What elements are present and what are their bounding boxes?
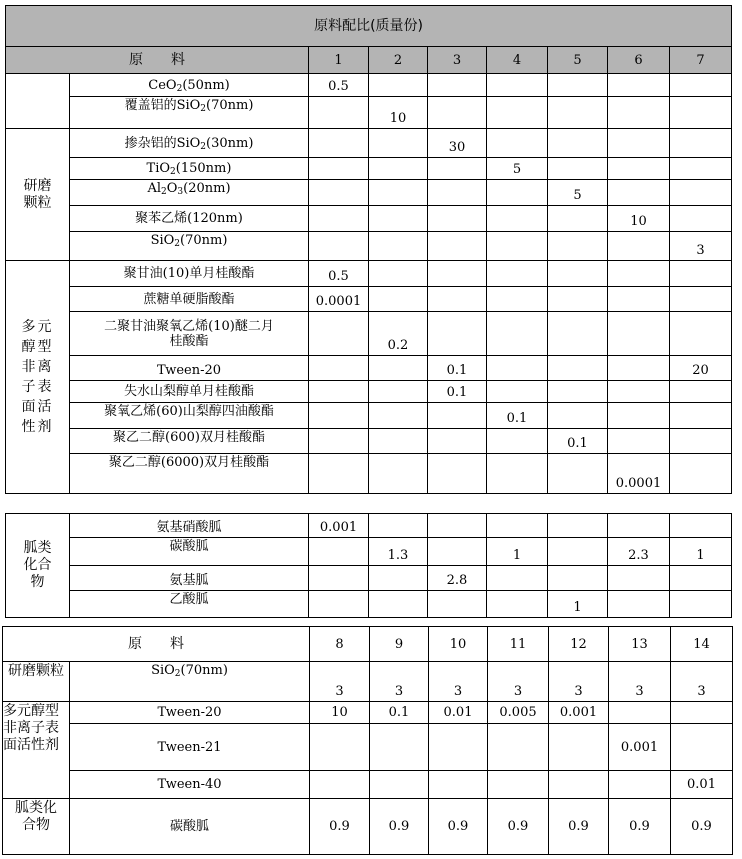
value-cell [670,129,732,158]
value-cell [487,287,548,312]
value-cell [309,454,369,494]
material-header: 原 料 [3,627,310,662]
value-cell [309,429,369,454]
value-cell: 0.9 [549,799,609,855]
value-cell [487,97,548,129]
table-row [6,158,732,180]
col-header: 5 [548,47,608,74]
material-name: $Al_2O_3(20nm)$ [70,180,309,206]
value-cell [369,454,428,494]
value-cell [487,261,548,287]
value-cell [369,566,428,591]
value-cell [369,232,428,261]
value-cell [428,514,487,538]
value-cell: 2.8 [428,566,487,591]
col-header: 7 [670,47,732,74]
value-cell [369,74,428,97]
category-surfactant: 多元醇型非离子表面活性剂 [3,702,70,799]
material-name: SiO$_2$(70nm) [70,662,310,702]
value-cell: 0.2 [369,312,428,356]
value-cell: 0.9 [671,799,733,855]
value-cell [548,129,608,158]
value-cell [428,312,487,356]
value-cell: 0.01 [671,771,733,799]
value-cell [370,771,429,799]
value-cell [369,429,428,454]
category-guanidine: 胍类化合物 [6,514,70,618]
table-row [3,702,733,724]
value-cell: 5 [548,180,608,206]
value-cell [428,74,487,97]
col-header: 13 [609,627,671,662]
col-header: 3 [428,47,487,74]
value-cell: 0.1 [548,429,608,454]
formulation-table-1-guanidine [5,513,732,618]
value-cell [309,180,369,206]
material-name: Tween-20 [70,356,309,381]
value-cell [428,97,487,129]
value-cell: 1.3 [369,538,428,566]
material-name: 聚氧乙烯(60)山梨醇四油酸酯 [70,403,309,429]
value-cell: 0.0001 [608,454,670,494]
col-header: 2 [369,47,428,74]
value-cell: 0.001 [549,702,609,724]
value-cell: 3 [310,662,370,702]
value-cell [670,206,732,232]
value-cell [548,566,608,591]
material-name: 蔗糖单硬脂酸酯 [70,287,309,312]
value-cell [487,129,548,158]
value-cell: 0.1 [428,381,487,403]
value-cell [369,403,428,429]
value-cell: 1 [487,538,548,566]
material-name: 聚甘油(10)单月桂酸酯 [70,261,309,287]
value-cell: 0.5 [309,74,369,97]
value-cell [548,287,608,312]
value-cell [608,312,670,356]
value-cell [309,206,369,232]
value-cell [608,591,670,618]
value-cell [670,287,732,312]
value-cell [670,454,732,494]
table-row [6,97,732,129]
value-cell [548,158,608,180]
value-cell [369,356,428,381]
value-cell [670,180,732,206]
value-cell [309,538,369,566]
value-cell [670,74,732,97]
table-row [6,454,732,494]
table-row [6,74,732,97]
value-cell [369,514,428,538]
category-cell-blank [6,74,70,129]
value-cell [428,454,487,494]
header-row [3,627,733,662]
value-cell: 0.9 [488,799,549,855]
value-cell [309,381,369,403]
value-cell [670,514,732,538]
value-cell [670,381,732,403]
value-cell [670,566,732,591]
value-cell [428,403,487,429]
value-cell: 1 [670,538,732,566]
value-cell [309,97,369,129]
value-cell [428,429,487,454]
value-cell [488,771,549,799]
value-cell [428,591,487,618]
formulation-table-2 [2,626,733,855]
value-cell [428,261,487,287]
col-header: 11 [488,627,549,662]
table-row [6,312,732,356]
table-row [3,799,733,855]
value-cell: 0.9 [429,799,488,855]
value-cell [487,312,548,356]
value-cell [309,591,369,618]
value-cell [309,403,369,429]
value-cell [608,97,670,129]
value-cell: 10 [310,702,370,724]
value-cell [428,538,487,566]
col-header: 14 [671,627,733,662]
value-cell [548,232,608,261]
value-cell: 0.1 [428,356,487,381]
value-cell [369,129,428,158]
value-cell [487,566,548,591]
value-cell: 20 [670,356,732,381]
value-cell: 10 [369,97,428,129]
material-name: 氨基胍 [70,566,309,591]
value-cell [487,180,548,206]
value-cell: 5 [487,158,548,180]
table-row [6,180,732,206]
value-cell [428,180,487,206]
value-cell: 2.3 [608,538,670,566]
value-cell [548,97,608,129]
value-cell: 3 [609,662,671,702]
value-cell [609,771,671,799]
value-cell: 3 [671,662,733,702]
col-header: 1 [309,47,369,74]
material-name: 乙酸胍 [70,591,309,618]
table-row [3,771,733,799]
table-row [3,724,733,771]
table-row [6,356,732,381]
value-cell: 0.9 [370,799,429,855]
material-name: Tween-20 [70,702,310,724]
value-cell: 0.5 [309,261,369,287]
value-cell [549,771,609,799]
value-cell [309,566,369,591]
value-cell [608,429,670,454]
value-cell: 0.1 [487,403,548,429]
table-row [6,429,732,454]
table-row [6,261,732,287]
col-header: 6 [608,47,670,74]
value-cell [608,74,670,97]
value-cell [670,97,732,129]
table-row [6,403,732,429]
value-cell: 0.001 [309,514,369,538]
formulation-table-1 [5,5,732,494]
value-cell: 1 [548,591,608,618]
value-cell: 3 [488,662,549,702]
table-row [6,591,732,618]
col-header: 12 [549,627,609,662]
value-cell [548,261,608,287]
col-header: 4 [487,47,548,74]
category-abrasive: 研磨颗粒 [3,662,70,702]
material-name: 聚乙二醇(6000)双月桂酸酯 [70,454,309,494]
value-cell [608,356,670,381]
table-row [6,538,732,566]
value-cell [487,232,548,261]
table-row [6,129,732,158]
table-row [6,206,732,232]
value-cell: 0.001 [609,724,671,771]
value-cell [309,356,369,381]
value-cell: 0.9 [609,799,671,855]
material-name: 碳酸胍 [70,799,310,855]
value-cell [549,724,609,771]
value-cell [548,74,608,97]
value-cell [369,180,428,206]
material-name: SiO$_2$(70nm) [70,232,309,261]
table-row [6,287,732,312]
value-cell [310,724,370,771]
value-cell [369,591,428,618]
material-name: Tween-21 [70,724,310,771]
value-cell [608,381,670,403]
value-cell [609,702,671,724]
value-cell: 3 [370,662,429,702]
value-cell [608,261,670,287]
value-cell [309,158,369,180]
value-cell [487,74,548,97]
value-cell [548,381,608,403]
value-cell [370,724,429,771]
value-cell [548,312,608,356]
value-cell [548,356,608,381]
material-name: 聚乙二醇(600)双月桂酸酯 [70,429,309,454]
value-cell [487,454,548,494]
value-cell [429,771,488,799]
material-name: 掺杂铝的SiO$_2$(30nm) [70,129,309,158]
value-cell: 0.1 [370,702,429,724]
value-cell [309,312,369,356]
col-header: 9 [370,627,429,662]
material-name: 聚苯乙烯(120nm) [70,206,309,232]
material-name: CeO$_2$(50nm) [70,74,309,97]
value-cell [548,403,608,429]
value-cell: 3 [549,662,609,702]
value-cell [608,403,670,429]
value-cell [608,158,670,180]
material-name: 覆盖铝的SiO$_2$(70nm) [70,97,309,129]
col-header: 8 [310,627,370,662]
value-cell [369,206,428,232]
value-cell [369,158,428,180]
value-cell [608,129,670,158]
value-cell [428,206,487,232]
value-cell: 10 [608,206,670,232]
category-surfactant: 多元醇型非离子表面活性剂 [6,261,70,494]
value-cell: 3 [670,232,732,261]
value-cell [487,206,548,232]
material-name: 失水山梨醇单月桂酸酯 [70,381,309,403]
value-cell [487,356,548,381]
value-cell: 0.9 [310,799,370,855]
value-cell [487,381,548,403]
table-row [6,566,732,591]
value-cell [670,591,732,618]
value-cell [369,287,428,312]
value-cell [548,454,608,494]
value-cell [670,261,732,287]
table-row [3,662,733,702]
value-cell [670,403,732,429]
value-cell [548,514,608,538]
value-cell [487,591,548,618]
header-row [6,47,732,74]
material-name: 氨基硝酸胍 [70,514,309,538]
material-name: 二聚甘油聚氧乙烯(10)醚二月桂酸酯 [70,312,309,356]
value-cell [309,232,369,261]
value-cell [428,158,487,180]
material-name: Tween-40 [70,771,310,799]
value-cell [608,566,670,591]
material-name: TiO$_2$(150nm) [70,158,309,180]
col-header: 10 [429,627,488,662]
value-cell: 3 [429,662,488,702]
value-cell: 0.01 [429,702,488,724]
value-cell [310,771,370,799]
value-cell [428,232,487,261]
material-name: 碳酸胍 [70,538,309,566]
value-cell [608,287,670,312]
table-row [6,381,732,403]
value-cell [608,232,670,261]
category-abrasive: 研磨颗粒 [6,129,70,261]
value-cell [369,261,428,287]
category-guanidine: 胍类化合物 [3,799,70,855]
value-cell [428,287,487,312]
value-cell [487,429,548,454]
value-cell [309,129,369,158]
value-cell [670,312,732,356]
value-cell [671,702,733,724]
value-cell [488,724,549,771]
value-cell [670,158,732,180]
value-cell [608,180,670,206]
value-cell: 0.005 [488,702,549,724]
material-header: 原 料 [6,47,309,74]
value-cell [548,538,608,566]
value-cell [487,514,548,538]
value-cell [608,514,670,538]
value-cell: 0.0001 [309,287,369,312]
table-title: 原料配比(质量份) [6,6,732,47]
value-cell: 30 [428,129,487,158]
value-cell [369,381,428,403]
table-row [6,232,732,261]
table-row [6,514,732,538]
value-cell [671,724,733,771]
value-cell [548,206,608,232]
value-cell [670,429,732,454]
value-cell [429,724,488,771]
